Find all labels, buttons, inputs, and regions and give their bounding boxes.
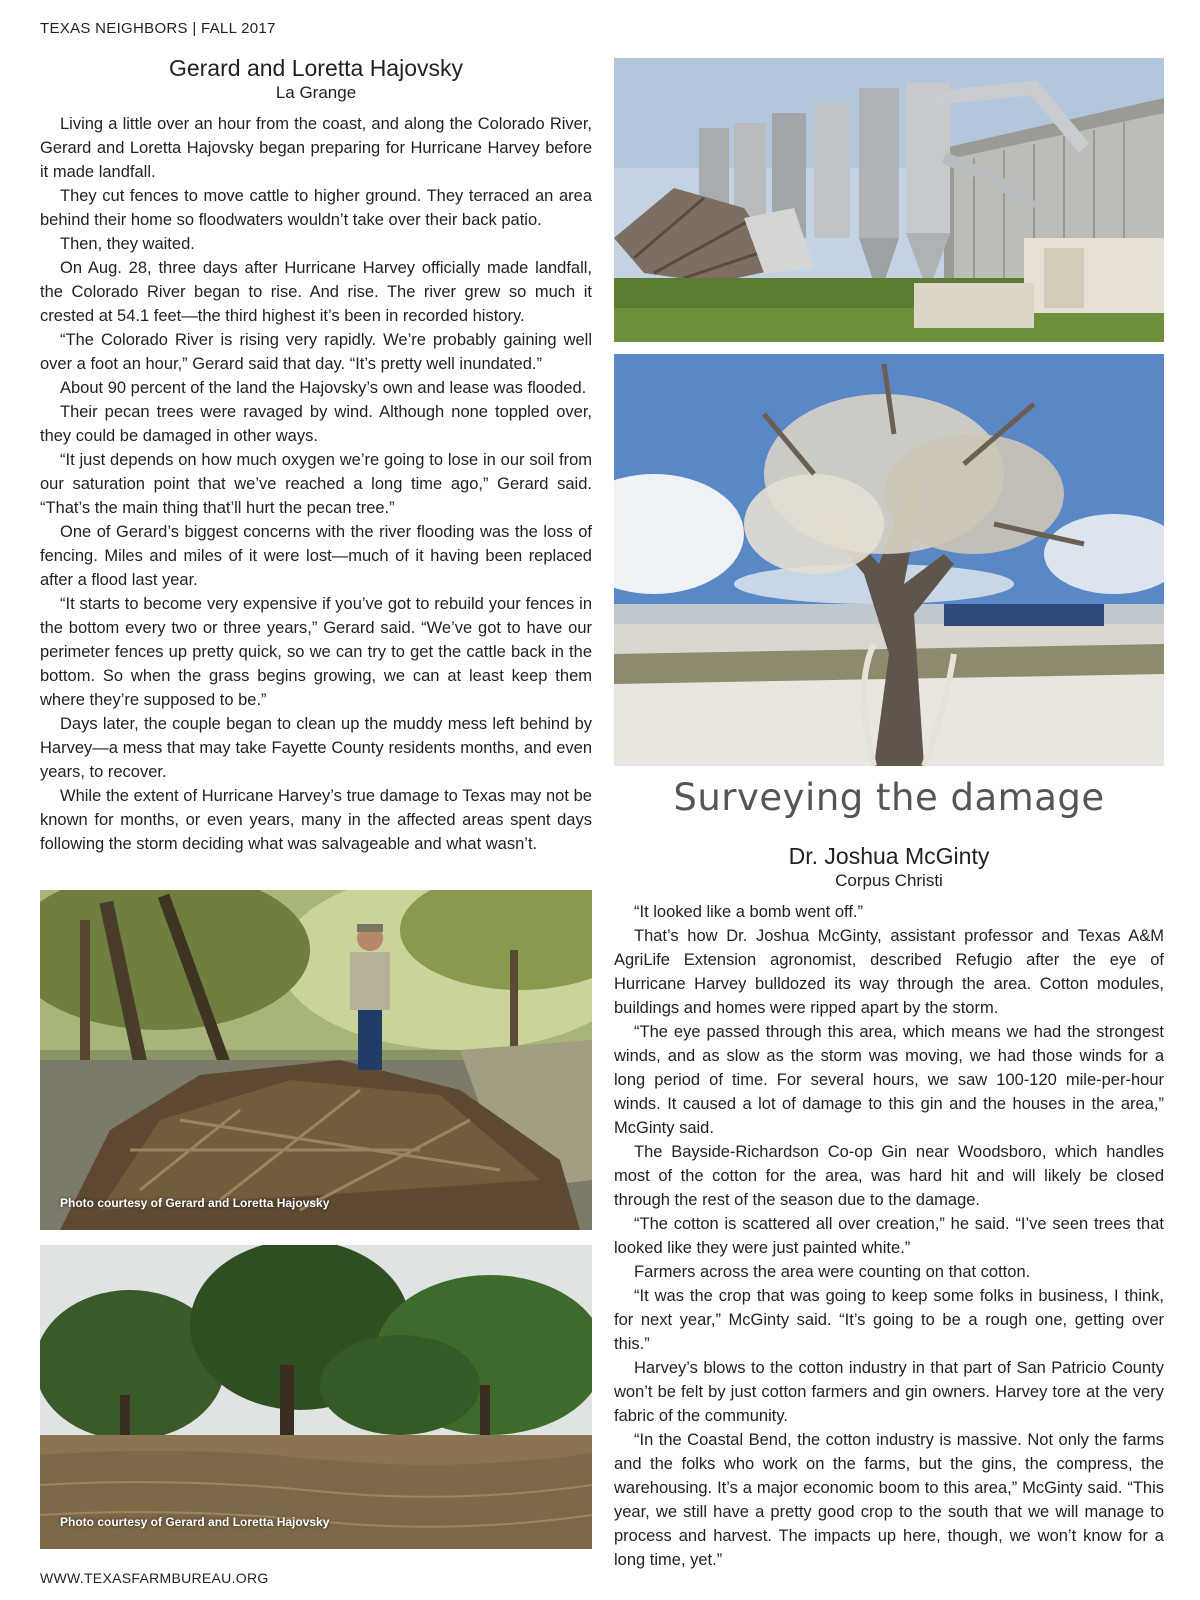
website-url: WWW.TEXASFARMBUREAU.ORG (40, 1570, 269, 1586)
mcginty-article (614, 776, 1164, 1572)
paragraph: The Bayside-Richardson Co-op Gin near Woodsboro, which handles most of the cotton for the area, was hard hit and will likely be closed through the rest of the season due to the damage. (614, 1143, 1164, 1209)
section-title: Surveying the damage (673, 776, 1105, 819)
paragraph: “It looked like a bomb went off.” (634, 903, 863, 921)
paragraph: “It just depends on how much oxygen we’re going to lose in our soil from our saturation point that we’ve reached a long time ago,” Gerard said. “That’s the main thing that’ll hurt the pecan tree.” (40, 451, 592, 517)
photo-credit: Photo courtesy of Gerard and Loretta Hajovsky (60, 1515, 330, 1529)
magazine-header: TEXAS NEIGHBORS | FALL 2017 (40, 20, 276, 37)
paragraph: About 90 percent of the land the Hajovsky’s own and lease was flooded. (60, 379, 587, 397)
paragraph: “The eye passed through this area, which means we had the strongest winds, and as slow as the storm was moving, we had those winds for a long period of time. For several hours, we saw 100-120 mile-per-hour winds. It caused a lot of damage to this gin and the houses in the area,” McGinty said. (614, 1023, 1164, 1137)
paragraph: “It starts to become very expensive if you’ve got to rebuild your fences in the bottom every two or three years,” Gerard said. “We’ve got to have our perimeter fences up pretty quick, so we can try to get the cattle back in the bottom. So when the grass begins growing, we can at least keep them where they’re supposed to be.” (40, 595, 592, 709)
paragraph: “In the Coastal Bend, the cotton industry is massive. Not only the farms and the folks who work on the farms, but the gins, the compress, the warehousing. It’s a major economic boom to this area,” McGinty said. “This year, we still have a pretty good crop to the south that we will manage to process and harvest. The impacts up here, though, we won’t know for a long time, yet.” (614, 1431, 1164, 1569)
hajovsky-article (40, 54, 592, 856)
paragraph: Days later, the couple began to clean up the muddy mess left behind by Harvey—a mess that may take Fayette County residents months, and even years, to recover. (40, 715, 592, 781)
paragraph: Living a little over an hour from the coast, and along the Colorado River, Gerard and Loretta Hajovsky began preparing for Hurricane Harvey before it made landfall. (40, 115, 592, 181)
paragraph: “The Colorado River is rising very rapidly. We’re probably gaining well over a foot an hour,” Gerard said that day. “It’s pretty well inundated.” (40, 331, 592, 373)
paragraph: That’s how Dr. Joshua McGinty, assistant professor and Texas A&M AgriLife Extension agronomist, described Refugio after the eye of Hurricane Harvey bulldozed its way through the area. Cotton modules, buildings and homes were ripped apart by the storm. (614, 927, 1164, 1017)
paragraph: Then, they waited. (60, 235, 195, 253)
paragraph: They cut fences to move cattle to higher ground. They terraced an area behind their home so floodwaters wouldn’t take over their back patio. (40, 187, 592, 229)
paragraph: One of Gerard’s biggest concerns with the river flooding was the loss of fencing. Miles and miles of it were lost—much of it having been replaced after a flood last year. (40, 523, 592, 589)
paragraph: “It was the crop that was going to keep some folks in business, I think, for next year,” McGinty said. “It’s going to be a rough one, getting over this.” (614, 1287, 1164, 1353)
article-name-heading: Dr. Joshua McGinty (788, 843, 990, 869)
paragraph: Harvey’s blows to the cotton industry in that part of San Patricio County won’t be felt by just cotton farmers and gin owners. Harvey tore at the very fabric of the community. (614, 1359, 1164, 1425)
damaged-cotton-gin-photo (614, 58, 1164, 342)
flooded-trees-photo (40, 1245, 592, 1549)
paragraph: On Aug. 28, three days after Hurricane Harvey officially made landfall, the Colorado River began to rise. And rise. The river grew so much it crested at 54.1 feet—the third highest it’s been in recorded history. (40, 259, 592, 325)
article-location: La Grange (275, 83, 357, 102)
article-name-heading: Gerard and Loretta Hajovsky (168, 55, 464, 81)
paragraph: While the extent of Hurricane Harvey’s true damage to Texas may not be known for months, or even years, many in the affected areas spent days following the storm deciding what was salvageable and what wasn’t. (40, 787, 592, 853)
article-location: Corpus Christi (835, 871, 943, 890)
debris-pile-photo (40, 890, 592, 1230)
paragraph: “The cotton is scattered all over creation,” he said. “I’ve seen trees that looked like they were just painted white.” (614, 1215, 1164, 1257)
article-body (614, 900, 1164, 1572)
paragraph: Farmers across the area were counting on that cotton. (634, 1263, 1031, 1281)
photo-credit: Photo courtesy of Gerard and Loretta Hajovsky (60, 1196, 330, 1210)
paragraph: Their pecan trees were ravaged by wind. Although none toppled over, they could be damaged in other ways. (40, 403, 592, 445)
cotton-covered-tree-photo (614, 354, 1164, 766)
article-body (40, 112, 592, 856)
